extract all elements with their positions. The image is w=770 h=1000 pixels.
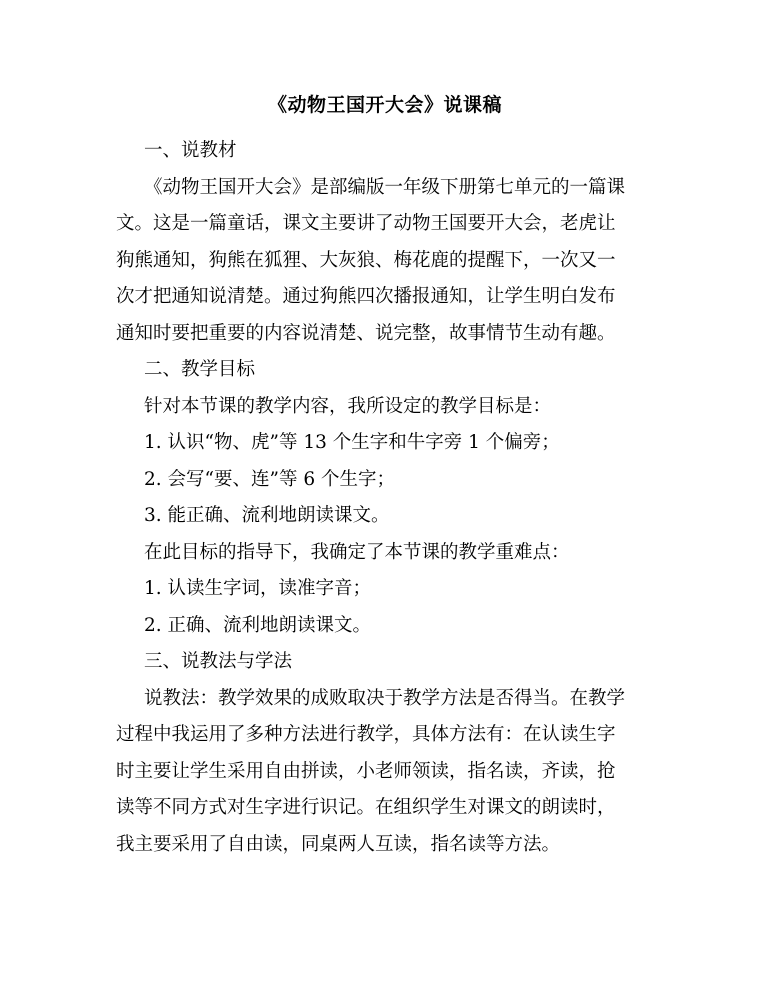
list-item: 2. 正确、流利地朗读课文。 (144, 614, 372, 636)
paragraph-line: 针对本节课的教学内容，我所设定的教学目标是： (144, 395, 552, 417)
paragraph-line: 文。这是一篇童话，课文主要讲了动物王国要开大会，老虎让 (116, 213, 616, 234)
section-heading: 二、教学目标 (144, 359, 256, 380)
document-body (116, 133, 656, 863)
paragraph-line: 《动物王国开大会》是部编版一年级下册第七单元的一篇课 (144, 176, 626, 198)
section-heading: 一、说教材 (144, 140, 237, 161)
list-item: 1. 认识“物、虎”等 13 个生字和牛字旁 1 个偏旁； (144, 432, 560, 453)
paragraph-line: 说教法：教学效果的成败取决于教学方法是否得当。在教学 (144, 687, 626, 709)
document-title: 《动物王国开大会》说课稿 (267, 94, 502, 116)
paragraph-line: 狗熊通知，狗熊在狐狸、大灰狼、梅花鹿的提醒下，一次又一 (116, 249, 616, 271)
paragraph-line: 时主要让学生采用自由拼读，小老师领读，指名读，齐读，抢 (116, 760, 616, 782)
list-item: 3. 能正确、流利地朗读课文。 (144, 505, 390, 526)
paragraph-line: 次才把通知说清楚。通过狗熊四次播报通知，让学生明白发布 (116, 286, 616, 307)
paragraph-line: 过程中我运用了多种方法进行教学，具体方法有：在认读生字 (116, 724, 616, 745)
paragraph-line: 我主要采用了自由读，同桌两人互读，指名读等方法。 (116, 833, 561, 855)
section-heading: 三、说教法与学法 (144, 651, 293, 672)
list-item: 2. 会写“要、连”等 6 个生字； (144, 468, 395, 490)
paragraph-line: 读等不同方式对生字进行识记。在组织学生对课文的朗读时， (116, 797, 616, 818)
list-item: 1. 认读生字词，读准字音； (144, 578, 372, 599)
paragraph-line: 在此目标的指导下，我确定了本节课的教学重难点： (144, 541, 570, 563)
paragraph-line: 通知时要把重要的内容说清楚、说完整，故事情节生动有趣。 (116, 322, 616, 344)
